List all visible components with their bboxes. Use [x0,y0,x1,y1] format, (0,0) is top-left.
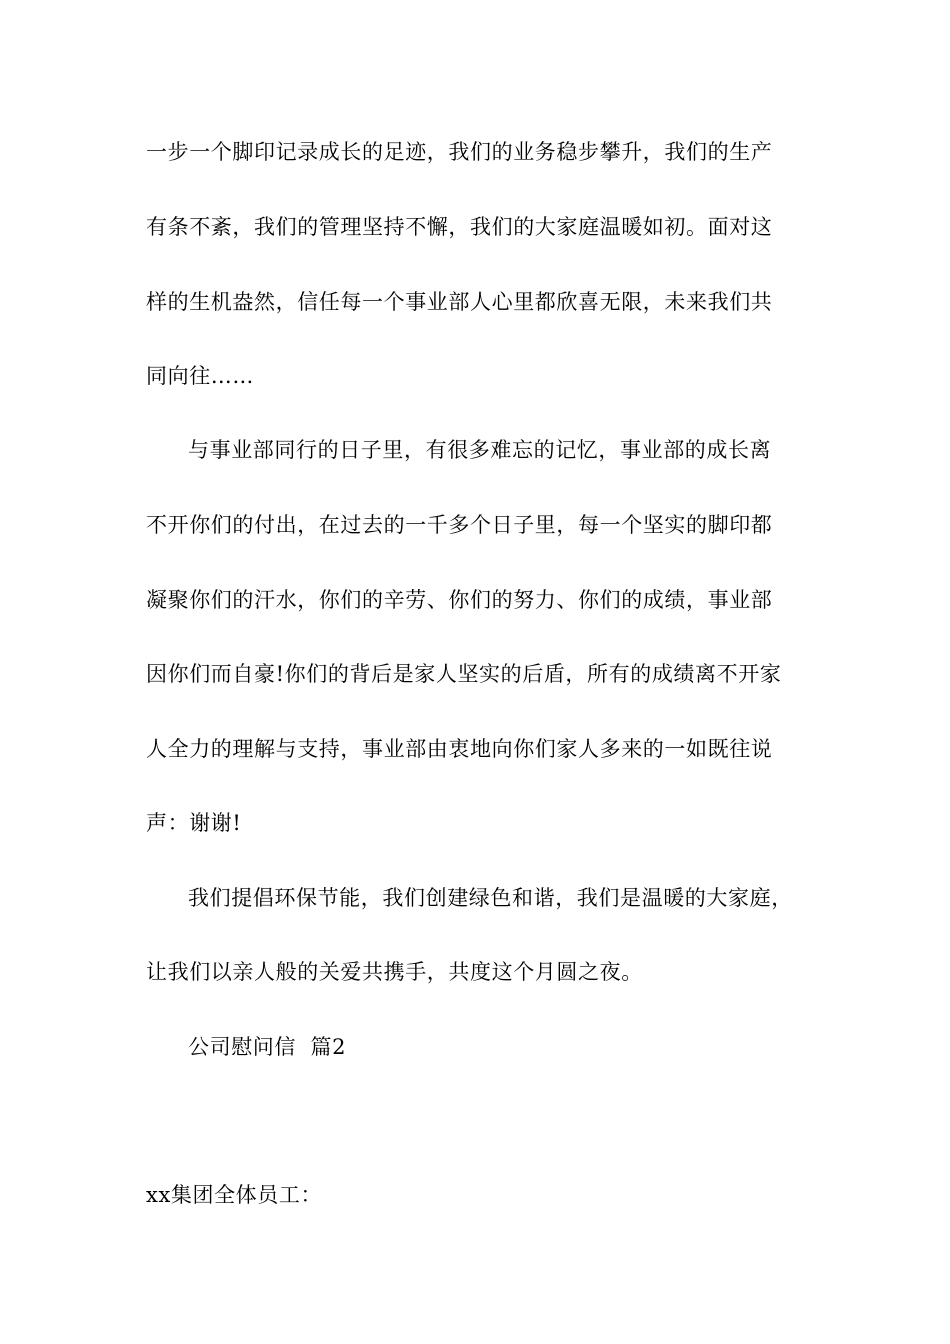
paragraph-1-line-3: 样的生机盎然，信任每一个事业部人心里都欣喜无限，未来我们共 [146,290,773,314]
section-heading: 公司慰问信 篇2 [188,1035,347,1059]
paragraph-3-line-1: 我们提倡环保节能，我们创建绿色和谐，我们是温暖的大家庭， [188,886,793,910]
paragraph-2-line-2: 不开你们的付出，在过去的一千多个日子里，每一个坚实的脚印都 [146,513,773,537]
paragraph-3-line-2: 让我们以亲人般的关爱共携手，共度这个月圆之夜。 [146,960,643,984]
paragraph-1-line-1: 一步一个脚印记录成长的足迹，我们的业务稳步攀升，我们的生产 [146,140,773,164]
paragraph-2-line-5: 人全力的理解与支持，事业部由衷地向你们家人多来的一如既往说 [146,737,773,761]
paragraph-2-line-3: 凝聚你们的汗水，你们的辛劳、你们的努力、你们的成绩，事业部 [146,588,773,612]
paragraph-2-line-4: 因你们而自豪!你们的背后是家人坚实的后盾，所有的成绩离不开家 [146,662,782,686]
paragraph-1-line-2: 有条不紊，我们的管理坚持不懈，我们的大家庭温暖如初。面对这 [146,215,773,239]
paragraph-1-line-4: 同向往…… [146,364,254,388]
paragraph-2-line-6: 声：谢谢! [146,811,242,835]
paragraph-2-line-1: 与事业部同行的日子里，有很多难忘的记忆，事业部的成长离 [188,438,772,462]
salutation: xx集团全体员工： [146,1183,323,1207]
